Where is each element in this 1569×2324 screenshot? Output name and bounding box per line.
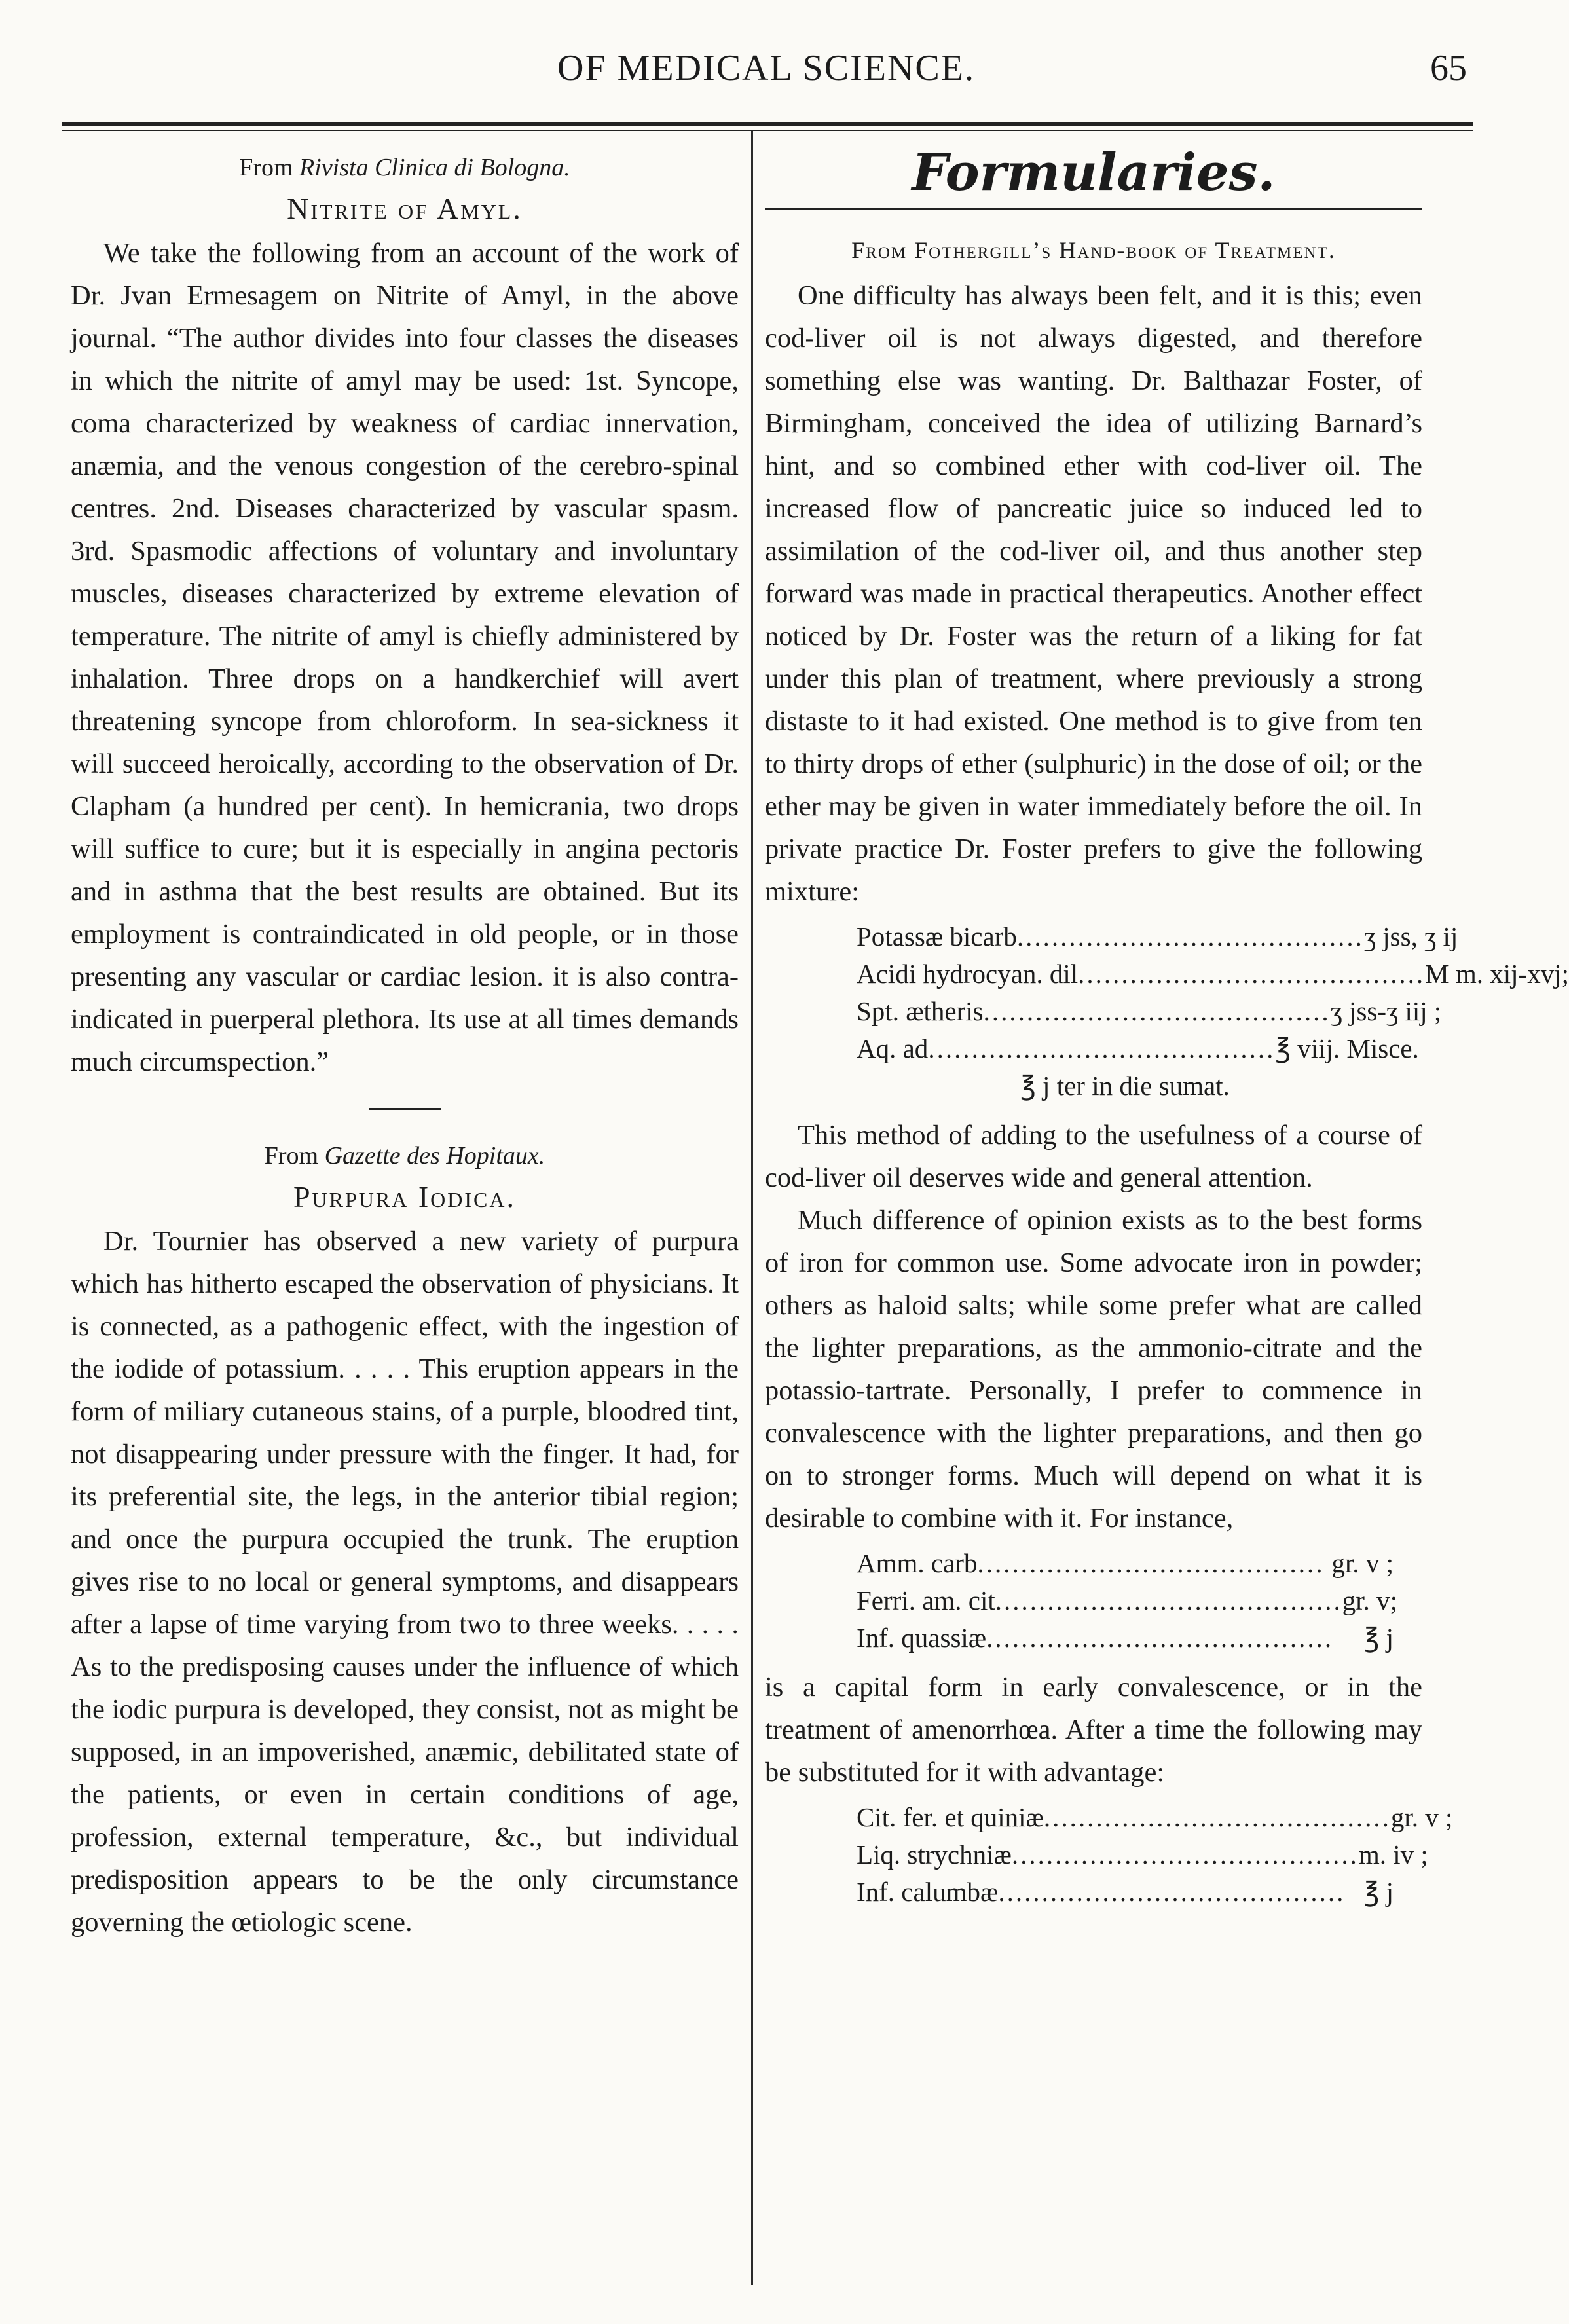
right-column bbox=[765, 138, 1569, 1920]
prescription-line: Inf. quassiæ ........................................ ℥ j bbox=[857, 1623, 1394, 1653]
section-byline: From Fothergill’s Hand-book of Treatment. bbox=[851, 237, 1336, 263]
prescription-directions: ℥ j ter in die sumat. bbox=[1020, 1071, 1230, 1101]
prescription-line: Inf. calumbæ ........................................ ℥ j bbox=[857, 1877, 1394, 1907]
header-rule-thin bbox=[62, 130, 1473, 131]
prescription bbox=[857, 1799, 1453, 1911]
source-journal: Gazette des Hopitaux. bbox=[324, 1142, 545, 1170]
article-body: We take the following from an account of the work of Dr. Jvan Ermesagem on Nitrite of Amyl, in the above journal. “The author divides into four classes the diseases in which the nitrite of amyl may be used: 1st. Syncope, coma characterized by weakness of cardiac innervation, anæmia, and the venous congestion of the cerebro-spinal centres. 2nd. Diseases characterized by vascular spasm. 3rd. Spasmodic affections of voluntary and involuntary muscles, diseases characterized by extreme elevation of temperature. The nitrite of amyl is chiefly administered by inhalation. Three drops on a handkerchief will avert threatening syncope from chloroform. In sea-sickness it will succeed heroically, according to the observation of Dr. Clapham (a hundred per cent). In hemicrania, two drops will suffice to cure; but it is especially in angina pectoris and in asthma that the best results are obtained. But its employment is contraindicated in old people, or in those presenting any vascular or cardiac lesion. it is also contra-indicated in puerperal plethora. Its use at all times demands much circumspection.” bbox=[71, 238, 739, 1077]
left-column bbox=[71, 138, 739, 1944]
article-title: Purpura Iodica. bbox=[293, 1180, 517, 1213]
article-source: From Gazette des Hopitaux. bbox=[264, 1142, 545, 1170]
prescription-line: Potassæ bicarb ........................................ ʒ jss, ʒ ij bbox=[857, 921, 1458, 951]
prescription bbox=[857, 918, 1569, 1105]
prescription-line: Aq. ad ........................................ ℥ viij. Misce. bbox=[857, 1033, 1419, 1063]
article-title: Nitrite of Amyl. bbox=[287, 192, 523, 225]
paragraph: One difficulty has always been felt, and it is this; even cod-liver oil is not always digested, and therefore something else was wanting. Dr. Balthazar Foster, of Birmingham, conceived the idea of utilizing Barnard’s hint, and so combined ether with cod-liver oil. The increased flow of pancreatic juice so induced led to assimilation of the cod-liver oil, and thus another step forward was made in practical therapeutics. Another effect noticed by Dr. Foster was the return of a liking for fat under this plan of treatment, where previously a strong distaste to it had existed. One method is to give from ten to thirty drops of ether (sulphuric) in the dose of oil; or the ether may be given in water immediately before the oil. In private practice Dr. Foster prefers to give the following mixture: bbox=[765, 280, 1422, 907]
section-title: Formularies. bbox=[912, 143, 1276, 202]
prescription bbox=[857, 1545, 1422, 1657]
page-number: 65 bbox=[1430, 48, 1467, 88]
article-body: Dr. Tournier has observed a new variety of purpura which has hitherto escaped the observation of physicians. It is connected, as a pathogenic effect, with the ingestion of the iodide of potassium. . . . . This eruption appears in the form of miliary cutaneous stains, of a purple, bloodred tint, not disappearing under pressure with the finger. It had, for its preferential site, the legs, in the anterior tibial region; and once the purpura occupied the trunk. The eruption gives rise to no local or general symptoms, and disappears after a lapse of time varying from two to three weeks. . . . . As to the predisposing causes under the influence of which the iodic purpura is developed, they consist, not as might be supposed, in an impoverished, anæmic, debilitated state of the patients, or even in certain conditions of age, profession, external temperature, &c., but individual predisposition appears to be the only circumstance governing the œtiologic scene. bbox=[71, 1226, 739, 1938]
header-rule bbox=[62, 122, 1473, 126]
prescription-line: Spt. ætheris ........................................ ʒ jss-ʒ iij ; bbox=[857, 996, 1442, 1026]
article-source: From Rivista Clinica di Bologna. bbox=[239, 154, 570, 181]
running-head: OF MEDICAL SCIENCE. bbox=[557, 48, 975, 88]
article-divider bbox=[369, 1108, 441, 1110]
paragraph: This method of adding to the usefulness of a course of cod-liver oil deserves wide and general attention. bbox=[765, 1120, 1422, 1193]
section-rule bbox=[765, 208, 1422, 210]
paragraph: Much difference of opinion exists as to the best forms of iron for common use. Some advocate iron in powder; others as haloid salts; while some prefer what are called the lighter preparations, as the ammonio-citrate and the potassio-tartrate. Personally, I prefer to commence in convalescence with the lighter preparations, and then go on to stronger forms. Much will depend on what it is desirable to combine with it. For instance, bbox=[765, 1205, 1422, 1534]
prescription-line: Cit. fer. et quiniæ ........................................ gr. v ; bbox=[857, 1802, 1453, 1832]
prescription-line: Ferri. am. cit ........................................ gr. v; bbox=[857, 1585, 1398, 1615]
prescription-line: Amm. carb ........................................ gr. v ; bbox=[857, 1548, 1394, 1578]
prescription-line: Liq. strychniæ ........................................ m. iv ; bbox=[857, 1839, 1428, 1870]
page-header bbox=[59, 38, 1473, 97]
paragraph: is a capital form in early convalescence, or in the treatment of amenorrhœa. After a time the following may be substituted for it with advantage: bbox=[765, 1672, 1422, 1788]
column-divider bbox=[751, 131, 753, 2285]
source-journal: Rivista Clinica di Bologna. bbox=[299, 154, 570, 181]
prescription-line: Acidi hydrocyan. dil ........................................ M m. xij-xvj; bbox=[857, 959, 1569, 989]
